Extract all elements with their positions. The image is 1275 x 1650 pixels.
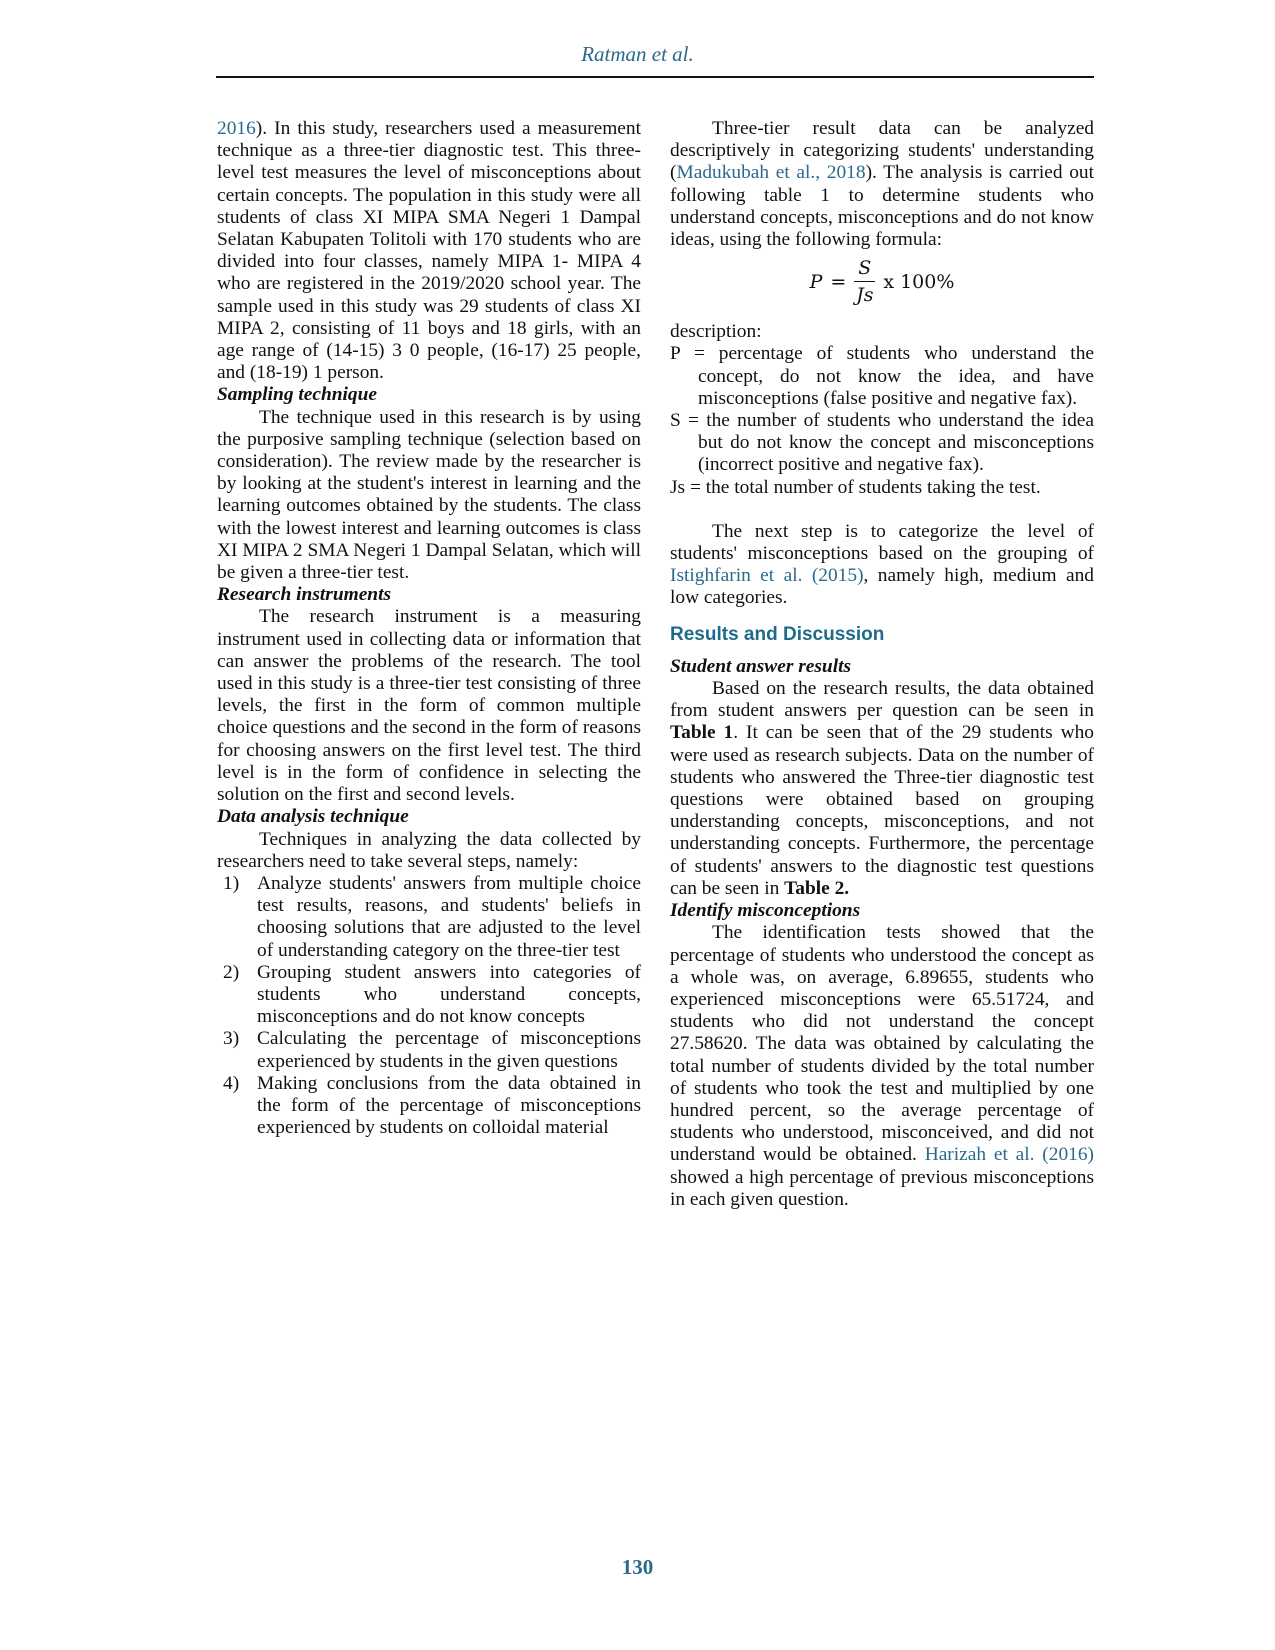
- description-label: description:: [670, 321, 762, 343]
- results-heading: Results and Discussion: [670, 623, 885, 645]
- variable-definitions: [670, 343, 1094, 498]
- next-step-paragraph: The next step is to categorize the level of students' misconceptions based on the grouping of Istighfarin et al. (2015), namely high, medium and low categories.: [670, 520, 1094, 609]
- citation-link[interactable]: Madukubah et al., 2018: [676, 162, 866, 184]
- instruments-paragraph: The research instrument is a measuring instrument used in collecting data or information that can answer the problems of the research. The tool used in this study is a three-tier test consisting of three levels, the first in the form of common multiple choice questions and the second in the form of reasons for choosing answers on the first level test. The third level is in the form of confidence in selecting the solution on the first and second levels.: [217, 606, 641, 806]
- table-reference: Table 2.: [784, 877, 850, 899]
- identify-paragraph: The identification tests showed that the percentage of students who understood the concept as a whole was, on average, 6.89655, students who experienced misconceptions were 65.51724, and students who did not understand the concept 27.58620. The data was obtained by calculating the total number of students divided by the total number of students who took the test and multiplied by one hundred percent, so the average percentage of students who understood, misconceived, and did not understand would be obtained. Harizah et al. (2016) showed a high percentage of previous misconceptions in each given question.: [670, 922, 1094, 1210]
- definition-p: P = percentage of students who understand the concept, do not know the idea, and have misconceptions (false positive and negative fax).: [670, 343, 1094, 409]
- section-heading-analysis: Data analysis technique: [217, 806, 409, 828]
- sampling-paragraph: The technique used in this research is by using the purposive sampling technique (selection based on consideration). The review made by the researcher is by looking at the student's interest in learning and the learning outcomes obtained by the students. The class with the lowest interest and learning outcomes is class XI MIPA 2 SMA Negeri 1 Dampal Selatan, which will be given a three-tier test.: [217, 406, 641, 584]
- formula-fraction: $\frac{S}{Js}$: [856, 257, 874, 307]
- answer-results-paragraph: Based on the research results, the data obtained from student answers per question can be seen in Table 1. It can be seen that of the 29 students who were used as research subjects. Data on the number of students who answered the Three-tier diagnostic test questions were obtained based on grouping understanding concepts, misconceptions, and not understanding concepts. Furthermore, the percentage of students' answers to the diagnostic test questions can be seen in Table 2.: [670, 678, 1094, 899]
- analysis-paragraph: Techniques in analyzing the data collected by researchers need to take several steps, namely:: [217, 828, 641, 872]
- table-reference: Table 1: [670, 722, 734, 744]
- section-heading-identify: Identify misconceptions: [670, 900, 861, 922]
- section-heading-sampling: Sampling technique: [217, 384, 378, 406]
- page-number: 130: [621, 1555, 654, 1579]
- percentage-formula: P = $\frac{S}{Js}$ x 100%: [809, 257, 955, 307]
- analysis-steps-list: [217, 873, 641, 1139]
- definition-s: S = the number of students who understand the idea but do not know the concept and misconceptions (incorrect positive and negative fax).: [670, 410, 1094, 476]
- list-item: 3) Calculating the percentage of misconceptions experienced by students in the given questions: [223, 1028, 641, 1072]
- citation-link[interactable]: Harizah et al. (2016): [924, 1144, 1094, 1166]
- intro-paragraph: 2016). In this study, researchers used a measurement technique as a three-tier diagnostic test. This three-level test measures the level of misconceptions about certain concepts. The population in this study were all students of class XI MIPA SMA Negeri 1 Dampal Selatan Kabupaten Tolitoli with 170 students who are divided into four classes, namely MIPA 1- MIPA 4 who are registered in the 2019/2020 school year. The sample used in this study was 29 students of class XI MIPA 2, consisting of 11 boys and 18 girls, with an age range of (14-15) 3 0 people, (16-17) 25 people, and (18-19) 1 person.: [217, 118, 641, 384]
- citation-link[interactable]: Istighfarin et al. (2015): [670, 565, 864, 587]
- header-rule: [216, 76, 1094, 78]
- definition-js: Js = the total number of students taking the test.: [670, 476, 1041, 498]
- threetier-paragraph: Three-tier result data can be analyzed descriptively in categorizing students' understanding (Madukubah et al., 2018). The analysis is carried out following table 1 to determine students who understand concepts, misconceptions and do not know ideas, using the following formula:: [670, 118, 1094, 251]
- left-column: [217, 118, 641, 1139]
- list-item: 4) Making conclusions from the data obtained in the form of the percentage of misconceptions experienced by students on colloidal material: [223, 1072, 641, 1139]
- running-head: Ratman et al.: [581, 42, 694, 66]
- list-item: 1) Analyze students' answers from multiple choice test results, reasons, and students' beliefs in choosing solutions that are adjusted to the level of understanding category on the three-tier test: [223, 872, 641, 961]
- section-heading-instruments: Research instruments: [217, 584, 392, 606]
- list-item: 2) Grouping student answers into categories of students who understand concepts, misconceptions and do not know concepts: [223, 961, 641, 1028]
- citation-link[interactable]: 2016: [217, 118, 256, 139]
- section-heading-answer-results: Student answer results: [670, 655, 852, 677]
- right-column: [670, 118, 1094, 1211]
